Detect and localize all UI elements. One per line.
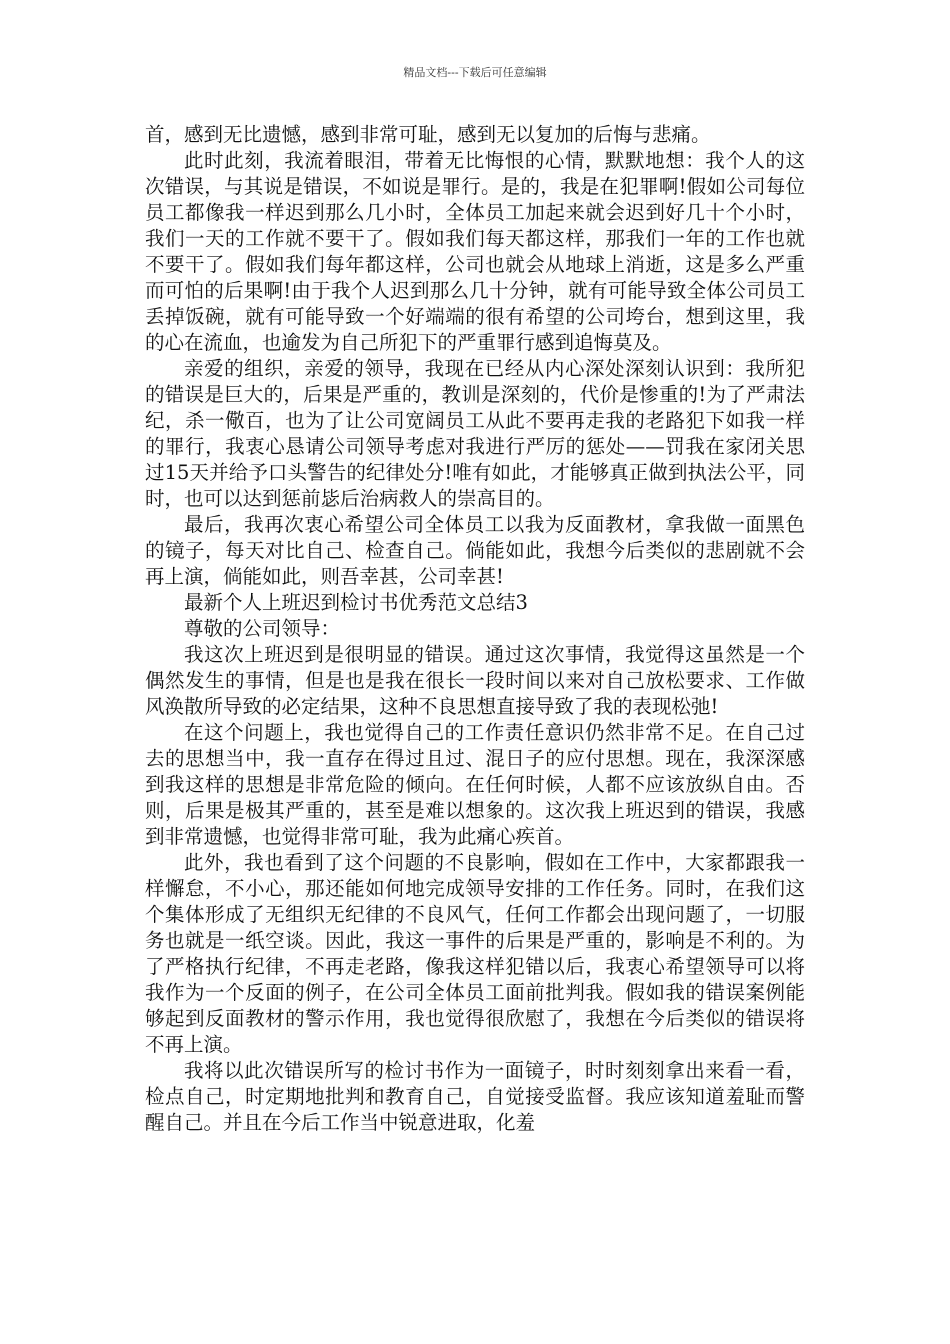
paragraph-3: 亲爱的组织，亲爱的领导，我现在已经从内心深处深刻认识到：我所犯的错误是巨大的，后果是严重的，教训是深刻的，代价是惨重的!为了严肃法纪，杀一儆百，也为了让公司宽阔员工从此不要再走我的老路犯下如我一样的罪行，我衷心恳请公司领导考虑对我进行严厉的惩处——罚我在家闭关思过15天并给予口头警告的纪律处分!唯有如此，才能够真正做到执法公平，同时，也可以达到惩前毖后治病救人的崇高目的。 [145, 357, 805, 510]
paragraph-7: 我这次上班迟到是很明显的错误。通过这次事情，我觉得这虽然是一个偶然发生的事情，但是也是我在很长一段时间以来对自己放松要求、工作做风涣散所导致的必定结果，这种不良思想直接导致了我的表现松弛! [145, 643, 805, 718]
document-body [145, 122, 805, 1136]
paragraph-8: 在这个问题上，我也觉得自己的工作责任意识仍然非常不足。在自己过去的思想当中，我一直存在得过且过、混日子的应付思想。现在，我深深感到我这样的思想是非常危险的倾向。在任何时候，人都不应该放纵自由。否则，后果是极其严重的，甚至是难以想象的。这次我上班迟到的错误，我感到非常遗憾，也觉得非常可耻，我为此痛心疾首。 [145, 721, 805, 848]
paragraph-4: 最后，我再次衷心希望公司全体员工以我为反面教材，拿我做一面黑色的镜子，每天对比自己、检查自己。倘能如此，我想今后类似的悲剧就不会再上演，倘能如此，则吾幸甚，公司幸甚! [145, 513, 805, 588]
paragraph-10: 我将以此次错误所写的检讨书作为一面镜子，时时刻刻拿出来看一看，检点自己，时定期地批判和教育自己，自觉接受监督。我应该知道羞耻而警醒自己。并且在今后工作当中锐意进取，化羞 [145, 1059, 805, 1134]
section-title: 最新个人上班迟到检讨书优秀范文总结3 [184, 591, 528, 614]
salutation: 尊敬的公司领导： [184, 617, 341, 640]
paragraph-1: 首，感到无比遗憾，感到非常可耻，感到无以复加的后悔与悲痛。 [145, 123, 711, 146]
paragraph-9: 此外，我也看到了这个问题的不良影响，假如在工作中，大家都跟我一样懈怠，不小心，那还能如何地完成领导安排的工作任务。同时，在我们这个集体形成了无组织无纪律的不良风气，任何工作都会出现问题了，一切服务也就是一纸空谈。因此，我这一事件的后果是严重的，影响是不利的。为了严格执行纪律，不再走老路，像我这样犯错以后，我衷心希望领导可以将我作为一个反面的例子，在公司全体员工面前批判我。假如我的错误案例能够起到反面教材的警示作用，我也觉得很欣慰了，我想在今后类似的错误将不再上演。 [145, 851, 805, 1056]
paragraph-2: 此时此刻，我流着眼泪，带着无比悔恨的心情，默默地想：我个人的这次错误，与其说是错误，不如说是罪行。是的，我是在犯罪啊!假如公司每位员工都像我一样迟到那么几小时，全体员工加起来就会迟到好几十个小时，我们一天的工作就不要干了。假如我们每天都这样，那我们一年的工作也就不要干了。假如我们每年都这样，公司也就会从地球上消逝，这是多么严重而可怕的后果啊!由于我个人迟到那么几十分钟，就有可能导致全体公司员工丢掉饭碗，就有可能导致一个好端端的很有希望的公司垮台，想到这里，我的心在流血，也逾发为自己所犯下的严重罪行感到追悔莫及。 [145, 149, 805, 354]
page-header: 精品文档---下载后可任意编辑 [403, 66, 547, 79]
